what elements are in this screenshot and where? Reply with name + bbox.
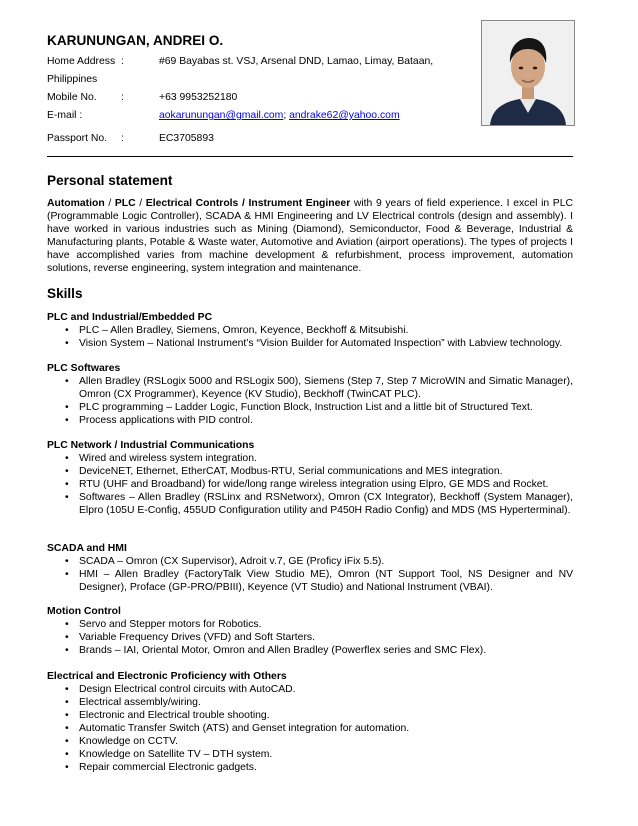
profile-photo bbox=[481, 20, 575, 126]
bullet-icon: • bbox=[65, 415, 69, 426]
list-item: • DeviceNET, Ethernet, EtherCAT, Modbus-RTU, Serial communications and MES integration. bbox=[65, 466, 503, 477]
bullet-icon: • bbox=[65, 402, 69, 413]
bullet-icon: • bbox=[65, 710, 69, 721]
list-item: • Allen Bradley (RSLogix 5000 and RSLogix 500), Siemens (Step 7, Step 7 MicroWIN and Simatic Manager), Omron (CX Programmer), Keyence (KV Studio), Beckhoff (TwinCAT PLC). bbox=[65, 376, 573, 400]
skills-section-title: PLC and Industrial/Embedded PC bbox=[47, 312, 213, 323]
bullet-icon: • bbox=[65, 466, 69, 477]
profile-photo-image bbox=[482, 21, 574, 125]
bullet-icon: • bbox=[65, 684, 69, 695]
skills-section-title: Motion Control bbox=[47, 606, 121, 617]
skills-section-title: PLC Softwares bbox=[47, 363, 121, 374]
bullet-icon: • bbox=[65, 632, 69, 643]
list-item: • Design Electrical control circuits with AutoCAD. bbox=[65, 684, 296, 695]
list-item: • Automatic Transfer Switch (ATS) and Genset integration for automation. bbox=[65, 723, 410, 734]
list-item: • Softwares – Allen Bradley (RSLinx and RSNetworx), Omron (CX Integrator), Beckhoff (System Manager), Elpro (105U E-Config, 455UD Configuration utility and P450H Radio Config) and MDS (MS Hyperterminal). bbox=[65, 492, 573, 516]
email-link-gmail[interactable]: aokarunungan@gmail.com bbox=[159, 110, 284, 121]
statement-body: with 9 years of field experience. I excel in PLC (Programmable Logic Controller), SCADA & HMI Engineering and LV Electrical controls (design and assembly). I have worked in various industries such as Mining (Diamond), Semiconductor, Food & Beverage, Industrial & Manufacturing plants, Potable & Waste water, Automotive and Aviation (airport operations). The types of projects I have accomplished varies from machine development & refurbishment, process improvement, automation solutions, reverse engineering, system integration and maintenance. bbox=[47, 198, 573, 274]
header-divider bbox=[47, 156, 573, 157]
bullet-icon: • bbox=[65, 645, 69, 656]
statement-separator-2: / bbox=[135, 198, 146, 209]
bullet-icon: • bbox=[65, 453, 69, 464]
home-address-label: Home Address bbox=[47, 56, 116, 67]
home-address-value-line2: Philippines bbox=[47, 74, 98, 85]
bullet-icon: • bbox=[65, 556, 69, 567]
list-item: • Vision System – National Instrument’s “Vision Builder for Automated Inspection” with Labview technology. bbox=[65, 338, 563, 349]
skills-list bbox=[47, 375, 573, 427]
list-item: • SCADA – Omron (CX Supervisor), Adroit v.7, GE (Proficy iFix 5.5). bbox=[65, 556, 385, 567]
mobile-label: Mobile No. bbox=[47, 92, 97, 103]
bullet-icon: • bbox=[65, 619, 69, 630]
list-item: • Process applications with PID control. bbox=[65, 415, 253, 426]
passport-colon: : bbox=[121, 133, 124, 144]
bullet-icon: • bbox=[65, 697, 69, 708]
personal-statement-heading: Personal statement bbox=[47, 173, 173, 188]
bullet-icon: • bbox=[65, 376, 69, 387]
email-link-yahoo[interactable]: andrake62@yahoo.com bbox=[289, 110, 400, 121]
skills-list bbox=[47, 618, 573, 657]
skills-list bbox=[47, 683, 573, 774]
email-separator: ; bbox=[283, 110, 287, 121]
list-item: • HMI – Allen Bradley (FactoryTalk View Studio ME), Omron (NT Support Tool, NS Designer and NV Designer), Proface (GP-PRO/PBIII), Keyence (VT Studio) and National Instrument (VBAI). bbox=[65, 569, 573, 593]
statement-separator-1: / bbox=[104, 198, 115, 209]
statement-keyword-role: Electrical Controls / Instrument Engineer bbox=[145, 198, 351, 209]
list-item: • PLC – Allen Bradley, Siemens, Omron, Keyence, Beckhoff & Mitsubishi. bbox=[65, 325, 409, 336]
statement-keyword-automation: Automation bbox=[47, 198, 105, 209]
skills-list bbox=[47, 555, 573, 594]
list-item: • Electronic and Electrical trouble shooting. bbox=[65, 710, 270, 721]
list-item: • Variable Frequency Drives (VFD) and Soft Starters. bbox=[65, 632, 315, 643]
statement-keyword-plc: PLC bbox=[114, 198, 136, 209]
bullet-icon: • bbox=[65, 723, 69, 734]
home-address-value: #69 Bayabas st. VSJ, Arsenal DND, Lamao, Limay, Bataan, bbox=[159, 56, 434, 67]
bullet-icon: • bbox=[65, 325, 69, 336]
list-item: • Servo and Stepper motors for Robotics. bbox=[65, 619, 262, 630]
bullet-icon: • bbox=[65, 762, 69, 773]
personal-statement-text bbox=[47, 197, 573, 275]
email-label: E-mail : bbox=[47, 110, 83, 121]
skills-list bbox=[47, 324, 573, 350]
skills-heading: Skills bbox=[47, 286, 83, 301]
skills-list bbox=[47, 452, 573, 517]
list-item: • Knowledge on Satellite TV – DTH system. bbox=[65, 749, 273, 760]
mobile-colon: : bbox=[121, 92, 124, 103]
list-item: • Repair commercial Electronic gadgets. bbox=[65, 762, 257, 773]
passport-value: EC3705893 bbox=[159, 133, 214, 144]
bullet-icon: • bbox=[65, 338, 69, 349]
bullet-icon: • bbox=[65, 749, 69, 760]
skills-section-title: SCADA and HMI bbox=[47, 543, 127, 554]
passport-label: Passport No. bbox=[47, 133, 108, 144]
skills-section-title: Electrical and Electronic Proficiency with Others bbox=[47, 671, 287, 682]
bullet-icon: • bbox=[65, 736, 69, 747]
email-values bbox=[159, 109, 400, 122]
list-item: • Electrical assembly/wiring. bbox=[65, 697, 201, 708]
list-item: • Knowledge on CCTV. bbox=[65, 736, 178, 747]
list-item: • RTU (UHF and Broadband) for wide/long range wireless integration using Elpro, GE MDS and Rocket. bbox=[65, 479, 549, 490]
mobile-value: +63 9953252180 bbox=[159, 92, 238, 103]
bullet-icon: • bbox=[65, 479, 69, 490]
home-address-colon: : bbox=[121, 56, 124, 67]
bullet-icon: • bbox=[65, 492, 69, 503]
list-item: • Wired and wireless system integration. bbox=[65, 453, 257, 464]
list-item: • Brands – IAI, Oriental Motor, Omron and Allen Bradley (Powerflex series and SMC Flex). bbox=[65, 645, 487, 656]
bullet-icon: • bbox=[65, 569, 69, 580]
skills-section-title: PLC Network / Industrial Communications bbox=[47, 440, 255, 451]
candidate-name: KARUNUNGAN, ANDREI O. bbox=[47, 33, 224, 48]
list-item: • PLC programming – Ladder Logic, Function Block, Instruction List and a little bit of Structured Text. bbox=[65, 402, 533, 413]
